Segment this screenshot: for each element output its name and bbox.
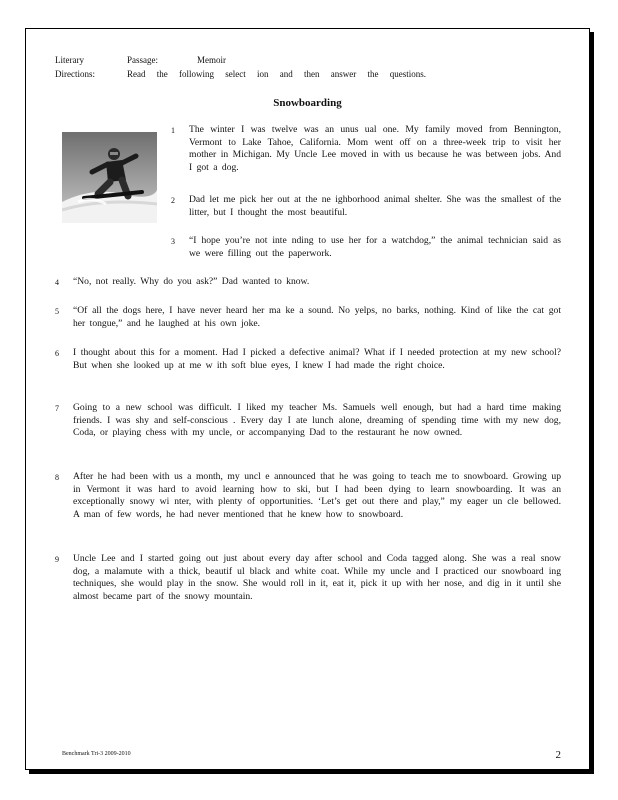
passage-title: Snowboarding — [273, 97, 342, 109]
paragraph-text: “I hope you’re not inte nding to use her for a watchdog,” the animal technician said as we were filling out the paperwork. — [189, 235, 561, 259]
worksheet-page — [25, 28, 590, 770]
genre-label: Literary — [55, 55, 84, 65]
paragraph-number: 5 — [55, 307, 59, 316]
page-number: 2 — [555, 749, 561, 761]
paragraph-text: Uncle Lee and I started going out just about every day after school and Coda tagged along. She was a real snow dog, a malamute with a thick, beautif ul black and white coat. While my uncle and I practiced our snowboard ing techniques, she would play in the snow. She would roll in it, eat it, pick it up with her nose, and dig in it until she almost became part of the snowy mountain. — [73, 553, 561, 602]
paragraph-number: 1 — [171, 126, 175, 135]
paragraph-text: Going to a new school was difficult. I liked my teacher Ms. Samuels well enough, but had a hard time making friends. I was shy and self-conscious . Every day I ate lunch alone, dreaming of spending time with my new dog, Coda, or playing chess with my uncle, or accompanying Dad to the restaurant he now owned. — [73, 402, 561, 439]
snowboarder-photo — [62, 132, 157, 223]
paragraph-number: 8 — [55, 473, 59, 482]
paragraph-number: 6 — [55, 349, 59, 358]
paragraph-text: “No, not really. Why do you ask?” Dad wanted to know. — [73, 276, 310, 287]
paragraph-number: 2 — [171, 196, 175, 205]
passage-label: Passage: — [127, 55, 158, 65]
paragraph-number: 4 — [55, 278, 59, 287]
directions-text: Read the following select ion and then answer the questions. — [127, 69, 426, 79]
footer-info: Benchmark Tri-3 2009-2010 — [62, 751, 131, 757]
directions-label: Directions: — [55, 69, 95, 79]
paragraph-number: 9 — [55, 555, 59, 564]
paragraph-text: The winter I was twelve was an unus ual one. My family moved from Bennington, Vermont to Lake Tahoe, California. Mom went off on a three-week trip to visit her mother in Michigan. My Uncle Lee moved in with us because he was between jobs. And I got a dog. — [189, 124, 561, 173]
paragraph-text: “Of all the dogs here, I have never heard her ma ke a sound. No yelps, no barks, nothing. Kind of like the cat got her tongue,” and he laughed at his own joke. — [73, 305, 561, 329]
paragraph-text: Dad let me pick her out at the ne ighborhood animal shelter. She was the smallest of the litter, but I thought the most beautiful. — [189, 194, 561, 218]
worksheet-header — [55, 53, 426, 81]
paragraph-text: After he had been with us a month, my uncl e announced that he was going to teach me to snowboard. Growing up in Vermont it was hard to avoid learning how to ski, but I had been dying to learn snowboarding. It was an exceptionally snowy wi nter, with plenty of opportunities. ‘Let’s get out there and play,” my eager un cle bellowed. A man of few words, he had never mentioned that he knew how to snowboard. — [73, 471, 561, 520]
paragraph-number: 7 — [55, 404, 59, 413]
genre-value: Memoir — [197, 55, 226, 65]
paragraph-number: 3 — [171, 237, 175, 246]
paragraph-text: I thought about this for a moment. Had I picked a defective animal? What if I needed protection at my new school? But when she looked up at me w ith soft blue eyes, I knew I had made the right choice. — [73, 347, 561, 371]
